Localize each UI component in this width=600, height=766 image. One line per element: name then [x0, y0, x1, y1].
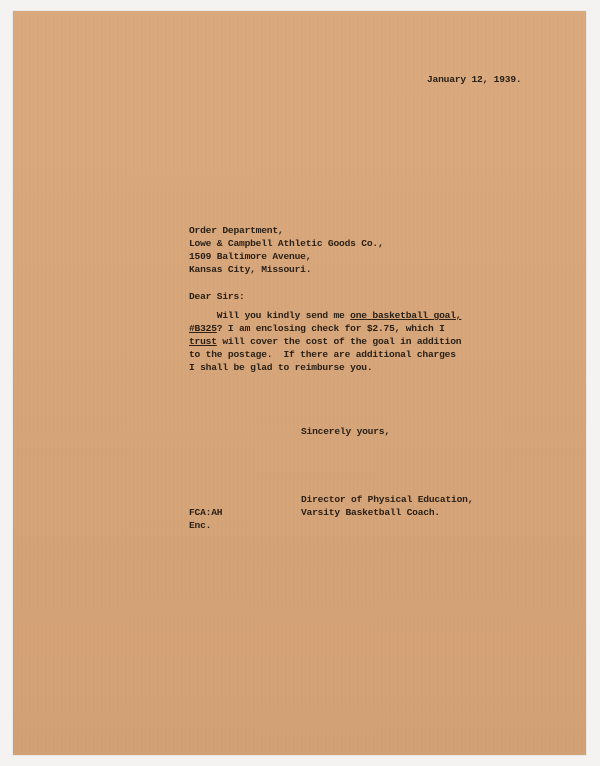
letter-page [13, 11, 586, 755]
recipient-line-4: Kansas City, Missouri. [189, 264, 312, 275]
body-line-2-underlined: #B325 [189, 323, 217, 334]
body-line-5: I shall be glad to reimburse you. [189, 362, 373, 373]
body-line-1-text: Will you kindly send me [189, 310, 351, 321]
enclosure-note: Enc. [189, 520, 212, 531]
body-line-2-text: ? I am enclosing check for $2.75, which I [216, 323, 445, 334]
reference-initials: FCA:AH [189, 507, 223, 518]
recipient-line-2: Lowe & Campbell Athletic Goods Co., [189, 238, 384, 249]
body-line-3 [189, 335, 461, 348]
signature-title-1: Director of Physical Education, [301, 494, 474, 505]
body-line-1-underlined: one basketball goal, [350, 310, 462, 321]
body-line-3-text: will cover the cost of the goal in addition [216, 336, 462, 347]
body-line-2 [189, 322, 445, 335]
letter-date: January 12, 1939. [427, 74, 522, 85]
recipient-line-3: 1509 Baltimore Avenue, [189, 251, 312, 262]
signature-title-2: Varsity Basketball Coach. [301, 507, 440, 518]
recipient-line-1: Order Department, [189, 225, 284, 236]
body-line-1 [189, 309, 461, 322]
salutation: Dear Sirs: [189, 291, 245, 302]
closing: Sincerely yours, [301, 426, 390, 437]
body-line-3-underlined: trust [189, 336, 217, 347]
body-line-4: to the postage. If there are additional charges [189, 349, 456, 360]
